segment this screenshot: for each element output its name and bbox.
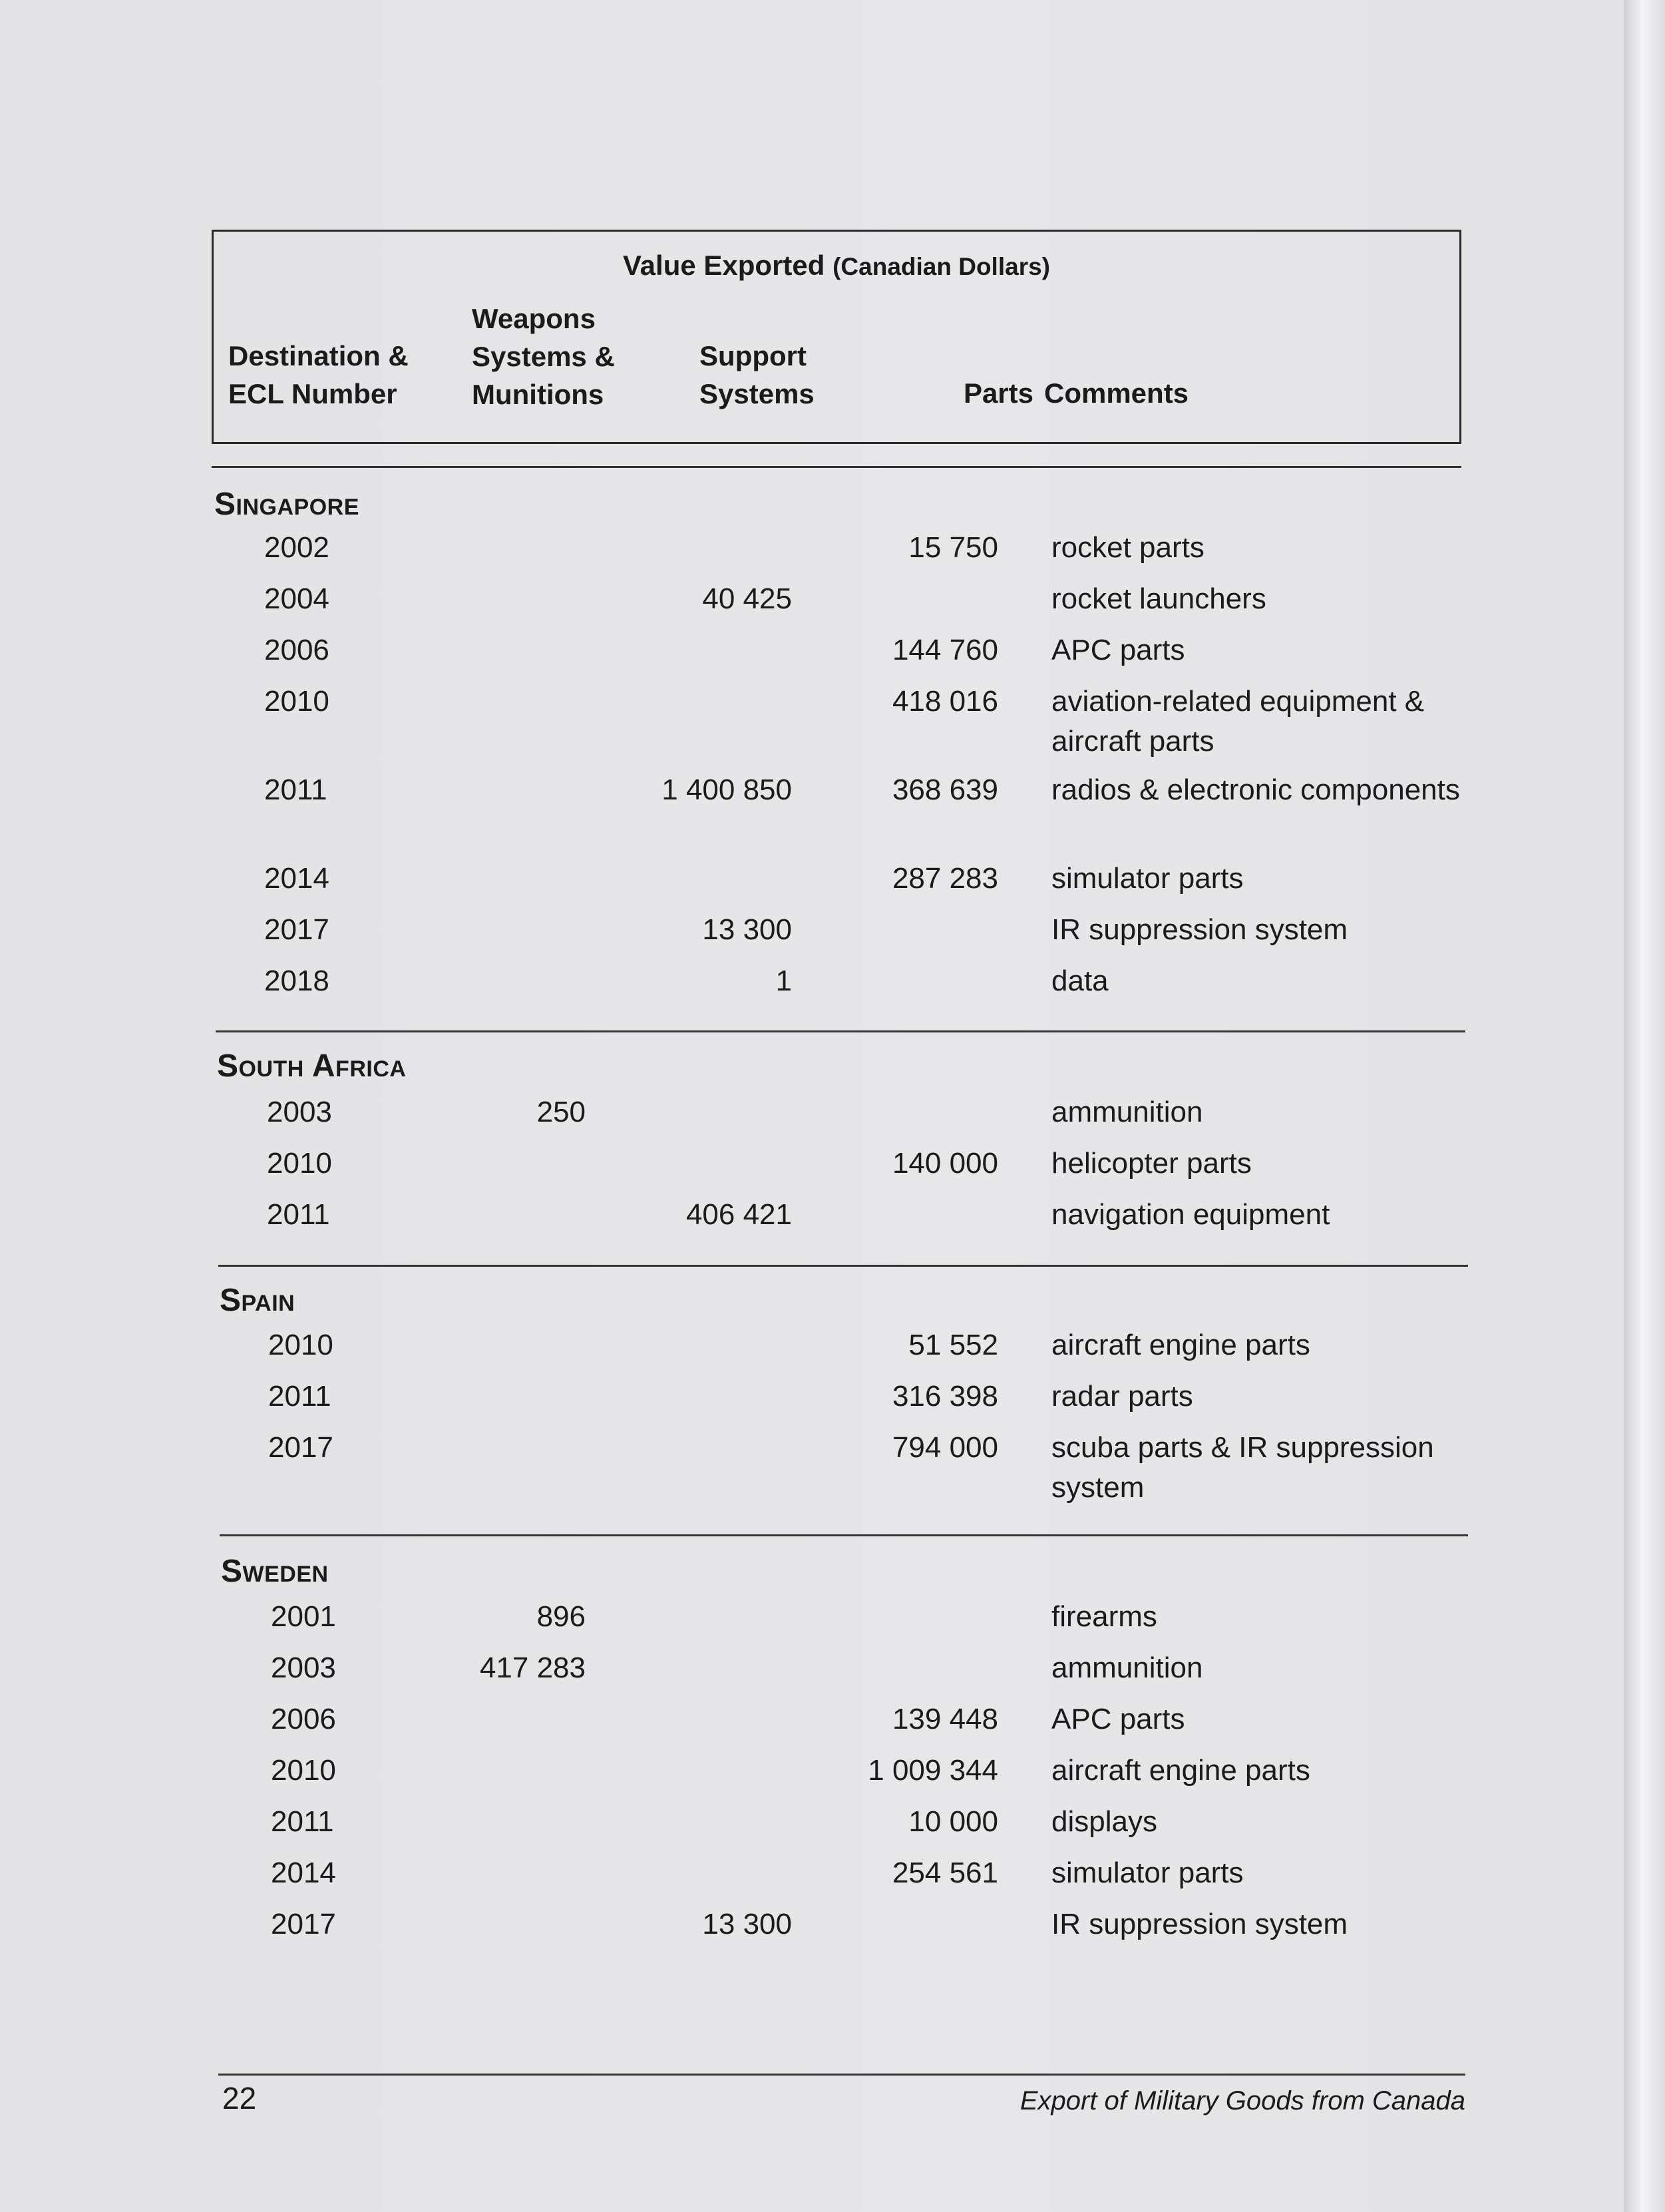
cell-year: 2017 — [268, 1431, 333, 1464]
cell-parts: 139 448 — [892, 1703, 998, 1735]
footer-divider — [218, 2074, 1465, 2076]
cell-comments: firearms — [1051, 1600, 1157, 1633]
cell-year: 2004 — [264, 582, 329, 615]
table-header — [212, 230, 1461, 444]
value-exported-unit: (Canadian Dollars) — [832, 253, 1050, 280]
cell-year: 2010 — [267, 1147, 332, 1180]
cell-year: 2011 — [264, 774, 327, 806]
page-number: 22 — [222, 2081, 257, 2115]
cell-comments: APC parts — [1051, 634, 1185, 666]
cell-comments: simulator parts — [1051, 1857, 1244, 1889]
table-row — [0, 1699, 1624, 1747]
cell-comments: helicopter parts — [1051, 1147, 1252, 1180]
cell-comments: aircraft engine parts — [1051, 1329, 1310, 1361]
column-header-destination — [228, 337, 441, 413]
cell-comments: radios & electronic components — [1051, 774, 1460, 806]
column-header-comments: Comments — [1044, 377, 1189, 409]
cell-year: 2011 — [267, 1198, 330, 1231]
column-header-weapons-line2: Systems & — [472, 341, 615, 372]
table-row — [0, 1648, 1624, 1696]
cell-parts: 1 009 344 — [868, 1754, 998, 1787]
table-row — [0, 528, 1624, 576]
table-row — [0, 1195, 1624, 1243]
column-header-weapons-line3: Munitions — [472, 379, 604, 410]
cell-parts: 140 000 — [892, 1147, 998, 1180]
column-header-weapons — [472, 300, 645, 413]
cell-year: 2010 — [268, 1329, 333, 1361]
cell-year: 2011 — [271, 1805, 334, 1838]
cell-comments: aviation-related equipment & aircraft parts — [1051, 685, 1425, 758]
section-title-spain: Spain — [220, 1283, 295, 1318]
cell-year: 2010 — [271, 1754, 336, 1787]
column-header-support-line1: Support — [699, 340, 807, 371]
column-header-weapons-line1: Weapons — [472, 303, 596, 334]
table-row — [0, 1751, 1624, 1799]
cell-parts: 316 398 — [892, 1380, 998, 1413]
table-row — [0, 682, 1624, 758]
cell-support: 1 — [775, 965, 792, 997]
table-row — [0, 1428, 1624, 1504]
table-row — [0, 1092, 1624, 1140]
cell-parts: 51 552 — [908, 1329, 998, 1361]
cell-parts: 418 016 — [892, 685, 998, 718]
cell-year: 2014 — [264, 862, 329, 895]
column-header-support-line2: Systems — [699, 378, 815, 409]
cell-year: 2017 — [264, 913, 329, 946]
cell-support: 40 425 — [702, 582, 792, 615]
cell-comments: data — [1051, 965, 1109, 997]
cell-comments: IR suppression system — [1051, 913, 1348, 946]
column-header-parts: Parts — [963, 377, 1033, 409]
table-row — [0, 1377, 1624, 1425]
table-row — [0, 1325, 1624, 1373]
cell-year: 2003 — [271, 1652, 336, 1684]
cell-year: 2014 — [271, 1857, 336, 1889]
cell-parts: 15 750 — [908, 531, 998, 564]
cell-comments: ammunition — [1051, 1096, 1203, 1128]
cell-weapons: 250 — [536, 1096, 586, 1128]
cell-support: 13 300 — [702, 1908, 792, 1940]
cell-comments: IR suppression system — [1051, 1908, 1348, 1940]
cell-parts: 368 639 — [892, 774, 998, 806]
cell-comments: rocket launchers — [1051, 582, 1266, 615]
section-divider — [218, 1265, 1468, 1267]
table-row — [0, 1802, 1624, 1850]
cell-comments: radar parts — [1051, 1380, 1193, 1413]
cell-support: 406 421 — [685, 1198, 792, 1231]
table-row — [0, 961, 1624, 1009]
cell-comments: navigation equipment — [1051, 1198, 1330, 1231]
table-row — [0, 579, 1624, 627]
cell-weapons: 417 283 — [479, 1652, 586, 1684]
section-title-south-africa: South Africa — [217, 1048, 407, 1084]
value-exported-label: Value Exported — [622, 250, 825, 281]
cell-comments: scuba parts & IR suppression system — [1051, 1431, 1434, 1504]
table-row — [0, 770, 1624, 818]
cell-support: 1 400 850 — [661, 774, 792, 806]
section-divider — [212, 466, 1461, 468]
cell-comments: ammunition — [1051, 1652, 1203, 1684]
table-row — [0, 1144, 1624, 1192]
table-row — [0, 1904, 1624, 1952]
cell-parts: 287 283 — [892, 862, 998, 895]
page-edge — [1624, 0, 1665, 2212]
cell-parts: 254 561 — [892, 1857, 998, 1889]
cell-parts: 10 000 — [908, 1805, 998, 1838]
cell-year: 2017 — [271, 1908, 336, 1940]
section-title-singapore: Singapore — [214, 487, 359, 522]
cell-comments: simulator parts — [1051, 862, 1244, 895]
cell-parts: 794 000 — [892, 1431, 998, 1464]
cell-year: 2003 — [267, 1096, 332, 1128]
cell-weapons: 896 — [536, 1600, 586, 1633]
cell-year: 2011 — [268, 1380, 331, 1413]
cell-year: 2002 — [264, 531, 329, 564]
column-header-support — [699, 337, 852, 413]
cell-year: 2010 — [264, 685, 329, 718]
cell-comments: displays — [1051, 1805, 1157, 1838]
cell-comments: APC parts — [1051, 1703, 1185, 1735]
table-row — [0, 1597, 1624, 1645]
cell-year: 2006 — [271, 1703, 336, 1735]
cell-year: 2018 — [264, 965, 329, 997]
table-row — [0, 630, 1624, 678]
cell-parts: 144 760 — [892, 634, 998, 666]
section-divider — [220, 1534, 1468, 1536]
table-row — [0, 859, 1624, 907]
cell-year: 2006 — [264, 634, 329, 666]
table-row — [0, 1853, 1624, 1901]
cell-comments: rocket parts — [1051, 531, 1204, 564]
section-title-sweden: Sweden — [221, 1554, 329, 1589]
cell-comments: aircraft engine parts — [1051, 1754, 1310, 1787]
column-header-destination-line2: ECL Number — [228, 378, 397, 409]
value-exported-heading — [214, 246, 1459, 286]
section-divider — [216, 1030, 1465, 1032]
cell-support: 13 300 — [702, 913, 792, 946]
publication-title: Export of Military Goods from Canada — [1019, 2086, 1465, 2115]
table-row — [0, 910, 1624, 958]
column-header-destination-line1: Destination & — [228, 340, 409, 371]
cell-year: 2001 — [271, 1600, 336, 1633]
